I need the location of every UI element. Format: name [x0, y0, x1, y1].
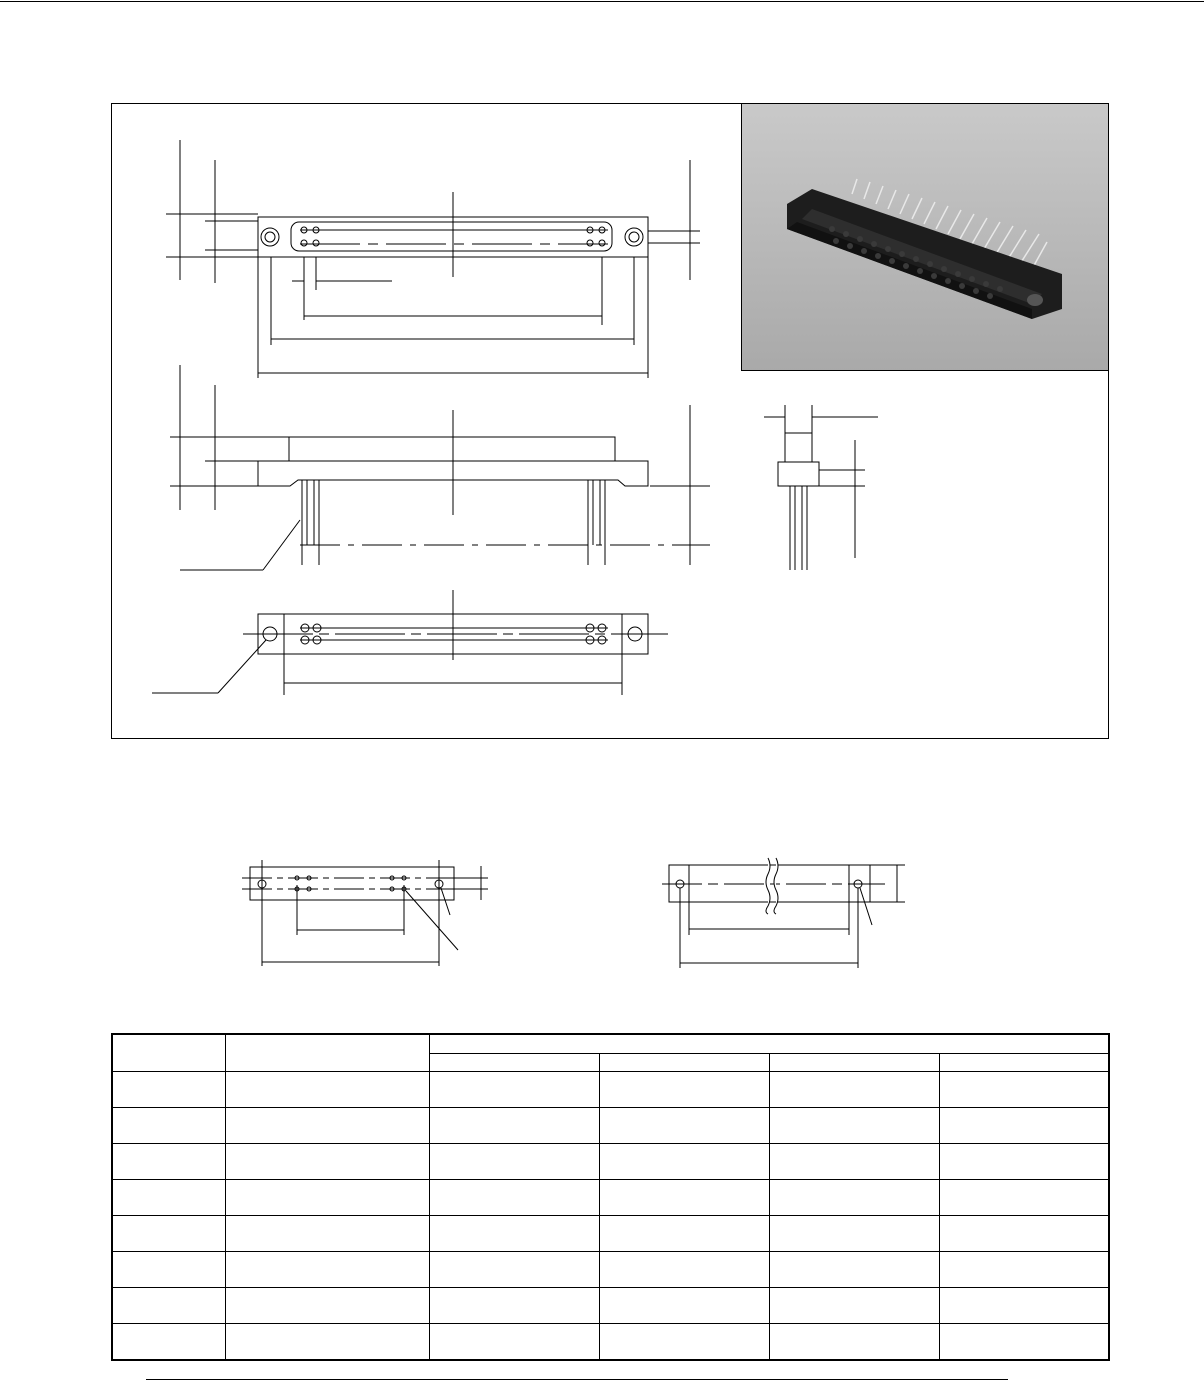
table-row: [112, 1288, 1109, 1324]
side-view: [764, 405, 878, 570]
table-cell: [769, 1108, 939, 1144]
table-row: [112, 1216, 1109, 1252]
table-cell: [599, 1072, 769, 1108]
spec-table: [111, 1033, 1110, 1361]
table-cell: [429, 1072, 599, 1108]
footer-rule: [146, 1379, 1008, 1380]
table-cell: [112, 1108, 225, 1144]
bottom-view: [152, 590, 668, 695]
table-cell: [429, 1252, 599, 1288]
table-cell: [225, 1072, 429, 1108]
table-row: [112, 1144, 1109, 1180]
table-row: [112, 1108, 1109, 1144]
subheader-cell: [939, 1054, 1109, 1072]
table-cell: [225, 1252, 429, 1288]
table-cell: [599, 1180, 769, 1216]
table-cell: [429, 1144, 599, 1180]
table-cell: [599, 1216, 769, 1252]
table-cell: [939, 1288, 1109, 1324]
table-cell: [769, 1216, 939, 1252]
table-cell: [225, 1216, 429, 1252]
table-header-row: [112, 1034, 1109, 1054]
table-row: [112, 1324, 1109, 1361]
table-cell: [429, 1288, 599, 1324]
table-cell: [599, 1288, 769, 1324]
table-cell: [599, 1324, 769, 1361]
table-cell: [225, 1324, 429, 1361]
header-cell-group: [429, 1034, 1109, 1054]
table-cell: [939, 1144, 1109, 1180]
table-cell: [939, 1252, 1109, 1288]
table-cell: [769, 1072, 939, 1108]
pcb-layout-view: [242, 860, 488, 966]
table-row: [112, 1252, 1109, 1288]
table-cell: [429, 1324, 599, 1361]
table-cell: [939, 1180, 1109, 1216]
table-cell: [112, 1180, 225, 1216]
table-row: [112, 1072, 1109, 1108]
subheader-cell: [769, 1054, 939, 1072]
top-view: [166, 140, 700, 378]
table-cell: [225, 1108, 429, 1144]
table-cell: [112, 1252, 225, 1288]
table-cell: [112, 1288, 225, 1324]
header-cell: [112, 1034, 225, 1072]
product-photo: [741, 103, 1109, 371]
table-cell: [769, 1288, 939, 1324]
table-cell: [939, 1072, 1109, 1108]
table-cell: [939, 1324, 1109, 1361]
table-cell: [599, 1252, 769, 1288]
table-cell: [769, 1180, 939, 1216]
table-cell: [429, 1180, 599, 1216]
subheader-cell: [429, 1054, 599, 1072]
table-cell: [769, 1252, 939, 1288]
table-row: [112, 1180, 1109, 1216]
table-cell: [225, 1288, 429, 1324]
table-cell: [225, 1144, 429, 1180]
subheader-cell: [599, 1054, 769, 1072]
table-cell: [225, 1180, 429, 1216]
table-cell: [429, 1216, 599, 1252]
table-cell: [112, 1324, 225, 1361]
header-cell: [225, 1034, 429, 1072]
panel-cutout-view: [662, 858, 905, 968]
table-cell: [769, 1144, 939, 1180]
table-cell: [112, 1072, 225, 1108]
table-cell: [599, 1108, 769, 1144]
table-cell: [599, 1144, 769, 1180]
table-cell: [939, 1216, 1109, 1252]
table-cell: [112, 1216, 225, 1252]
table-cell: [769, 1324, 939, 1361]
table-cell: [429, 1108, 599, 1144]
front-view: [170, 365, 710, 570]
table-cell: [112, 1144, 225, 1180]
table-cell: [939, 1108, 1109, 1144]
connector-photo-icon: [742, 104, 1109, 371]
